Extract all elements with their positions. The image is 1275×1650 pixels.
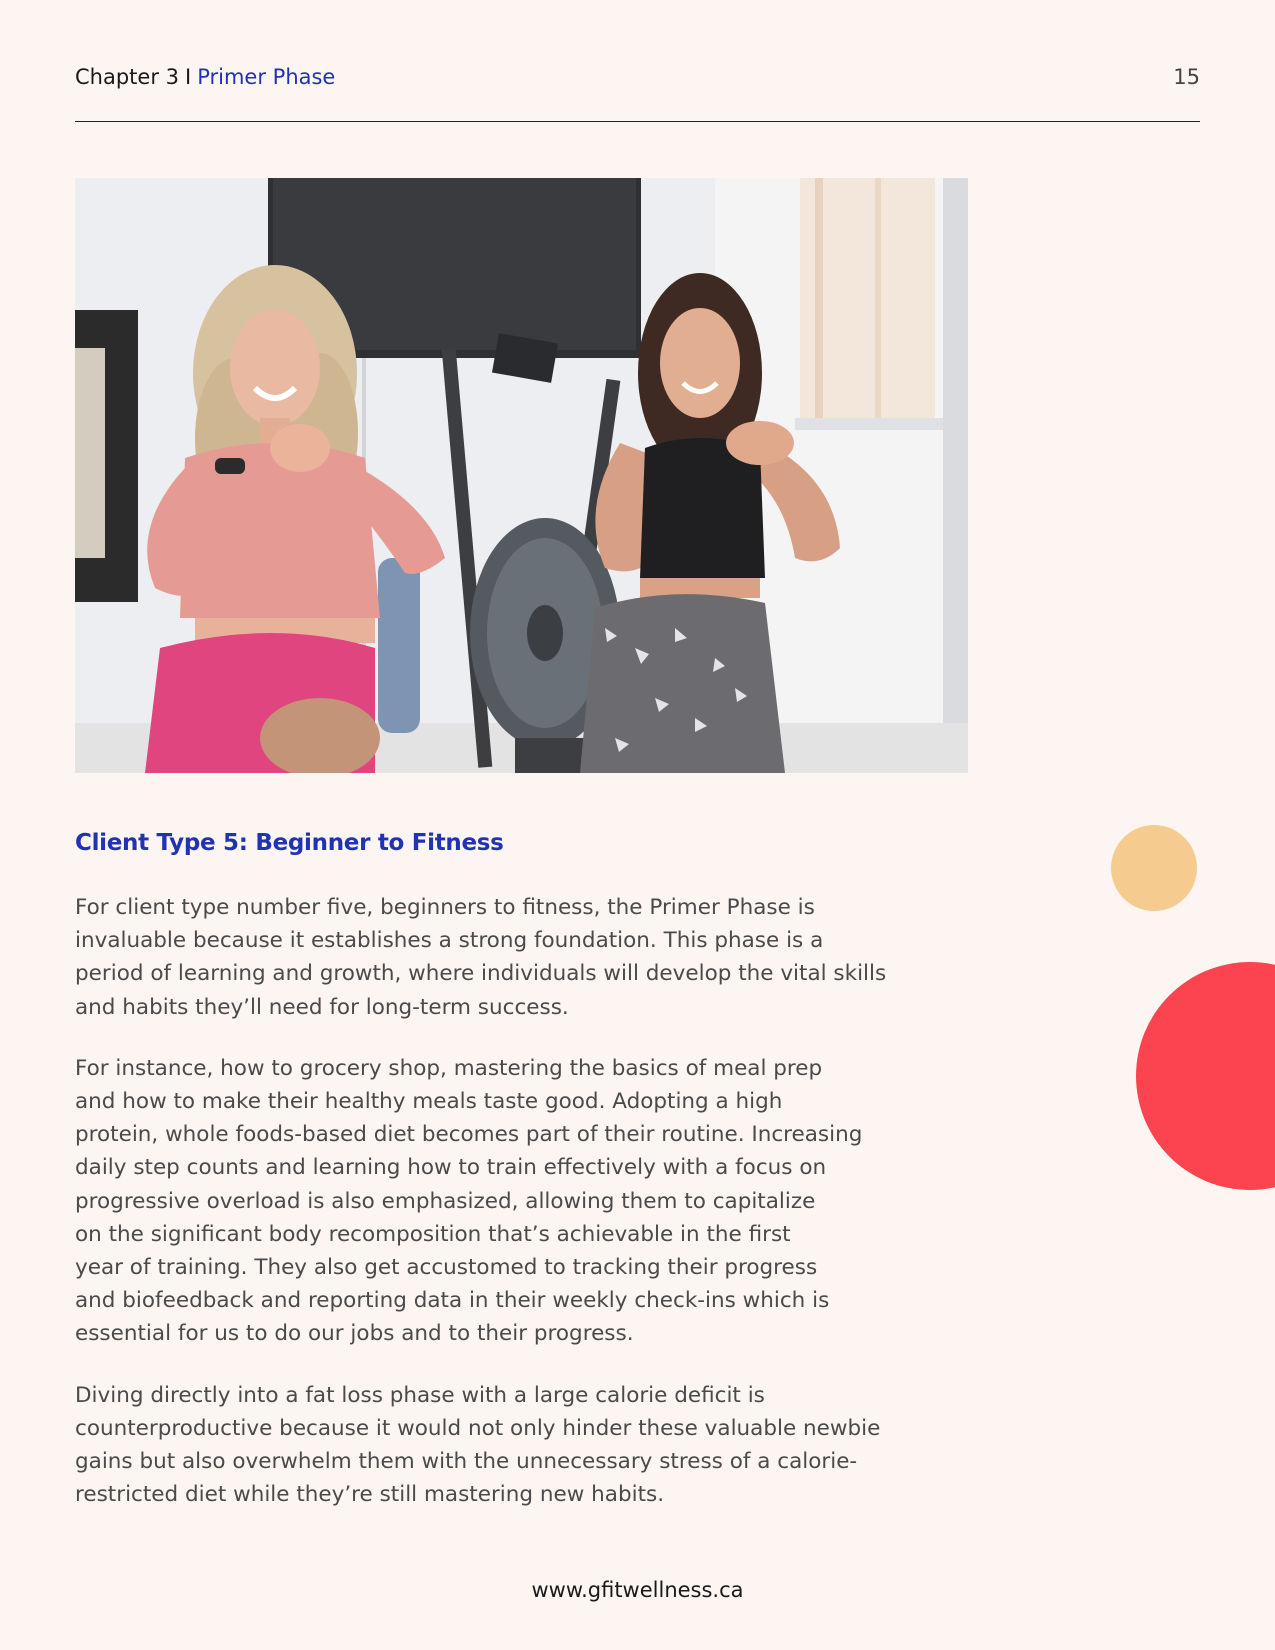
text-line: on the significant body recomposition that’s achievable in the first — [75, 1221, 791, 1247]
paragraph — [75, 1052, 975, 1351]
paragraph — [75, 891, 975, 1024]
text-line: progressive overload is also emphasized, allowing them to capitalize — [75, 1188, 816, 1214]
text-line: protein, whole foods-based diet becomes part of their routine. Increasing — [75, 1122, 863, 1148]
chapter-label: Chapter 3 — [75, 65, 179, 89]
text-line: and how to make their healthy meals taste good. Adopting a high — [75, 1089, 783, 1115]
text-line: restricted diet while they’re still mastering new habits. — [75, 1482, 665, 1508]
text-line: Diving directly into a fat loss phase with a large calorie deficit is — [75, 1382, 765, 1408]
page-number: 15 — [1173, 65, 1200, 89]
hero-photo — [75, 178, 968, 773]
text-line: invaluable because it establishes a strong foundation. This phase is a — [75, 928, 824, 954]
text-line: year of training. They also get accustomed to tracking their progress — [75, 1255, 818, 1281]
text-line: and biofeedback and reporting data in their weekly check-ins which is — [75, 1288, 830, 1314]
paragraph — [75, 1379, 975, 1512]
text-line: daily step counts and learning how to train effectively with a focus on — [75, 1155, 827, 1181]
decorative-circle-small — [1111, 825, 1197, 911]
header-separator: I — [185, 65, 192, 89]
page-header — [75, 62, 1200, 92]
text-line: gains but also overwhelm them with the unnecessary stress of a calorie- — [75, 1449, 858, 1475]
text-line: period of learning and growth, where individuals will develop the vital skills — [75, 961, 887, 987]
body-text — [75, 891, 975, 1539]
footer-url: www.gfitwellness.ca — [531, 1578, 744, 1602]
header-divider — [75, 121, 1200, 122]
section-title: Primer Phase — [197, 65, 336, 89]
text-line: For instance, how to grocery shop, mastering the basics of meal prep — [75, 1055, 823, 1081]
text-line: and habits they’ll need for long-term success. — [75, 994, 569, 1020]
text-line: essential for us to do our jobs and to their progress. — [75, 1321, 634, 1347]
section-heading: Client Type 5: Beginner to Fitness — [75, 830, 504, 856]
decorative-circle-large — [1136, 962, 1275, 1190]
text-line: counterproductive because it would not only hinder these valuable newbie — [75, 1415, 881, 1441]
text-line: For client type number five, beginners to fitness, the Primer Phase is — [75, 895, 815, 920]
